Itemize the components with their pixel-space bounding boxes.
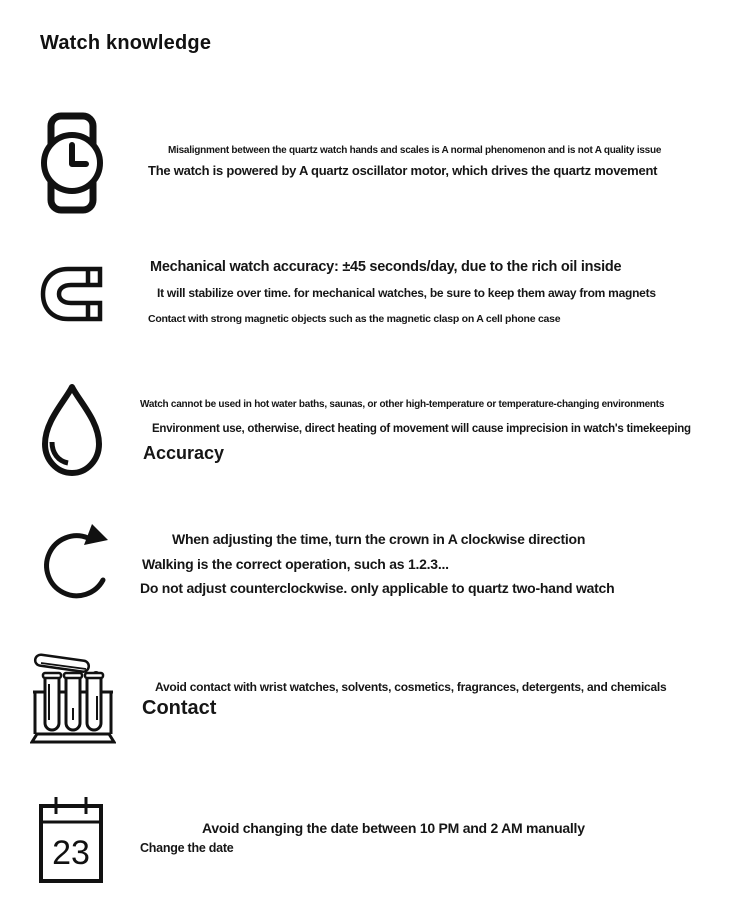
calendar-icon [36,793,106,885]
counterclockwise-warning-text: Do not adjust counterclockwise. only applicable to quartz two-hand watch [140,580,615,596]
magnetic-contact-note: Contact with strong magnetic objects such as the magnetic clasp on A cell phone case [148,313,561,325]
heating-imprecision-text: Environment use, otherwise, direct heating of movement will cause imprecision in watch's timekeeping [152,423,691,435]
accuracy-heading: Accuracy [143,443,225,463]
magnet-warning-text: It will stabilize over time. for mechanical watches, be sure to keep them away from magnets [157,286,656,300]
walking-operation-text: Walking is the correct operation, such as 1.2.3... [142,556,449,572]
page-title: Watch knowledge [40,32,212,54]
hot-water-warning-note: Watch cannot be used in hot water baths, saunas, or other high-temperature or temperature-changing environments [140,399,665,410]
clockwise-direction-text: When adjusting the time, turn the crown in A clockwise direction [172,531,586,547]
change-date-heading: Change the date [140,841,234,855]
mechanical-accuracy-text: Mechanical watch accuracy: ±45 seconds/day, due to the rich oil inside [150,259,622,275]
water-drop-icon [38,383,106,477]
clockwise-arrow-icon [38,523,110,613]
calendar-day: 23 [52,834,90,872]
wristwatch-icon [40,112,104,214]
test-tubes-icon [30,644,116,744]
contact-heading: Contact [142,697,217,719]
quartz-misalignment-note: Misalignment between the quartz watch hands and scales is A normal phenomenon and is not A quality issue [168,145,662,156]
quartz-movement-text: The watch is powered by A quartz oscillator motor, which drives the quartz movement [148,163,658,178]
magnet-icon [38,262,104,326]
chemicals-warning-text: Avoid contact with wrist watches, solvents, cosmetics, fragrances, detergents, and chemicals [155,680,667,694]
date-change-warning-text: Avoid changing the date between 10 PM and 2 AM manually [202,820,585,836]
